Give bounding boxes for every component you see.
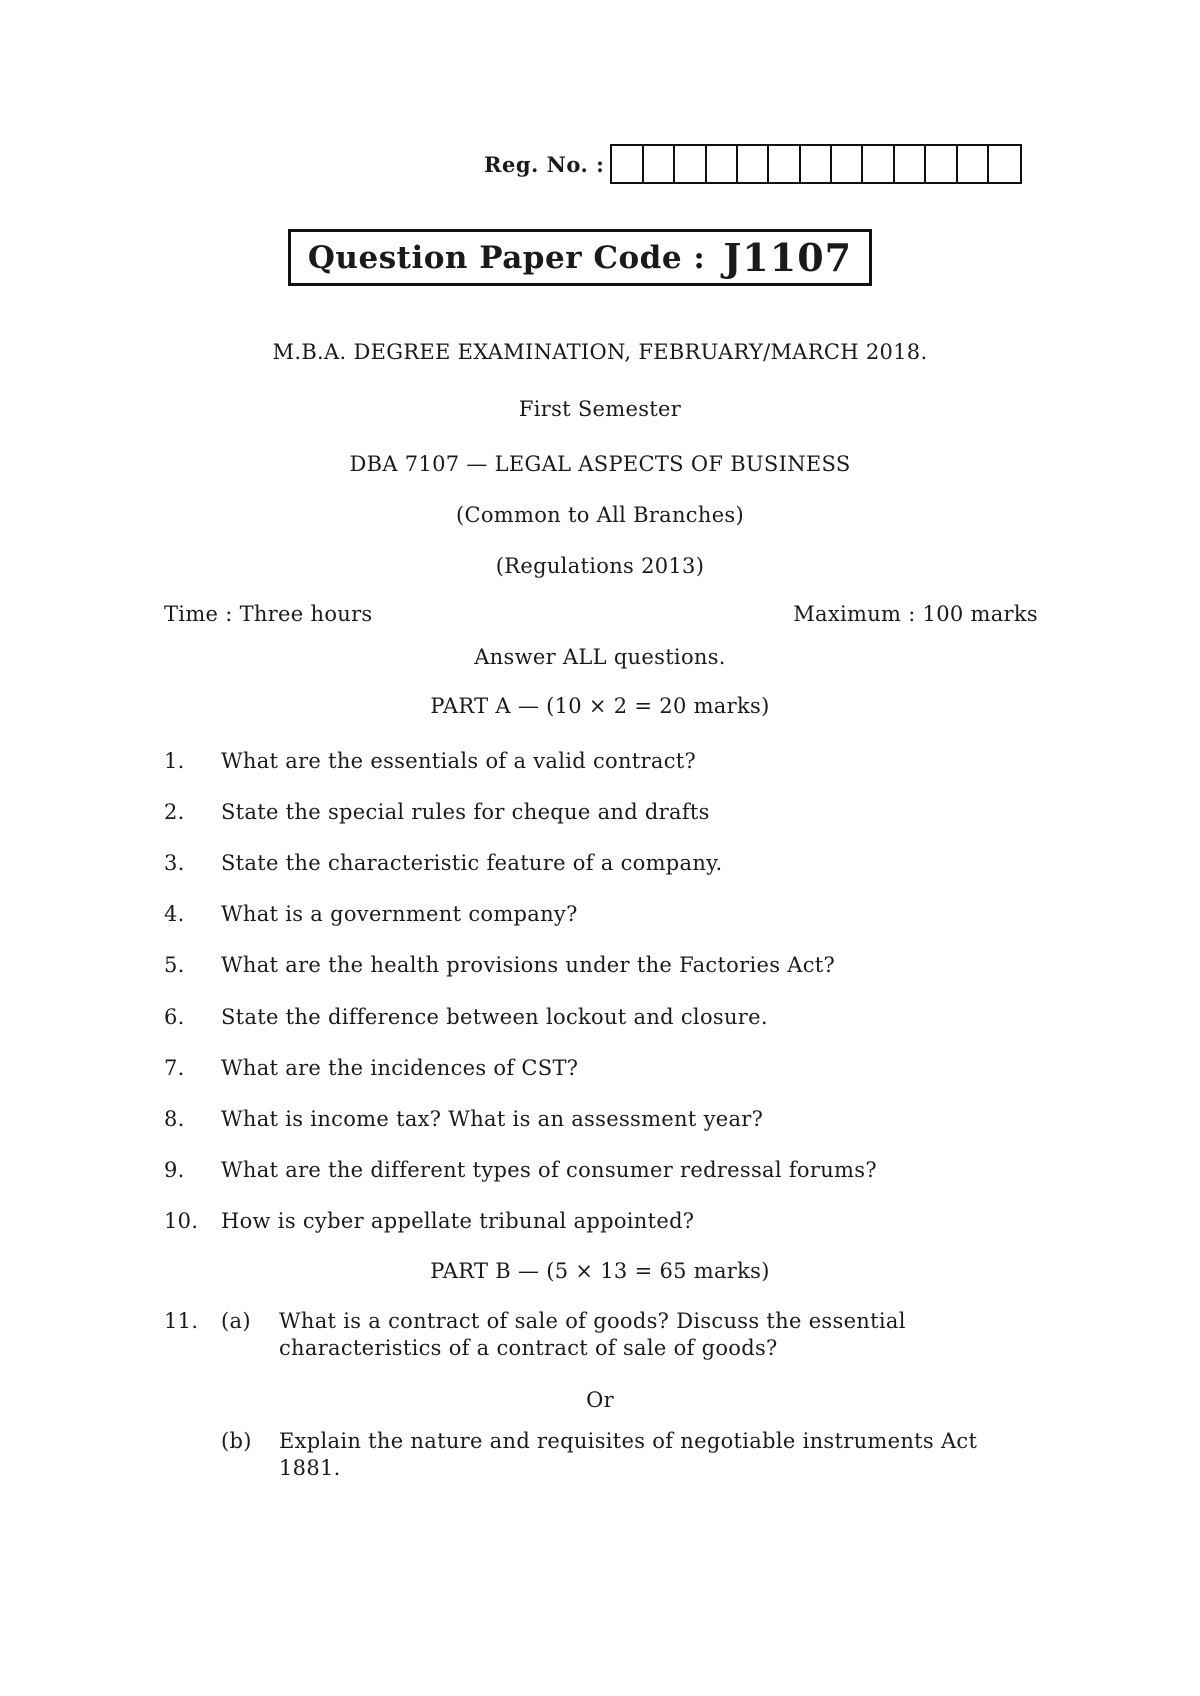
question-item	[164, 851, 1044, 875]
or-separator: Or	[586, 1388, 614, 1412]
reg-number-digit-box	[738, 146, 769, 182]
question-11-a	[164, 1308, 1039, 1362]
reg-number-digit-box	[707, 146, 738, 182]
question-number: 9.	[164, 1158, 185, 1182]
reg-number-label: Reg. No. :	[484, 151, 605, 177]
reg-number-digit-box	[612, 146, 643, 182]
exam-time: Time : Three hours	[164, 602, 373, 626]
reg-number-digit-box	[863, 146, 894, 182]
time-marks-row	[164, 602, 1038, 626]
exam-instruction: Answer ALL questions.	[474, 645, 726, 669]
reg-number-digit-box	[801, 146, 832, 182]
exam-max-marks: Maximum : 100 marks	[793, 602, 1038, 626]
reg-number-row	[484, 144, 1022, 184]
reg-number-digit-box	[958, 146, 989, 182]
question-number: 2.	[164, 800, 185, 824]
question-paper-code-label: Question Paper Code :	[307, 239, 706, 276]
reg-number-boxes	[610, 144, 1022, 184]
question-text: What are the incidences of CST?	[221, 1056, 579, 1080]
question-text: What are the different types of consumer redressal forums?	[221, 1158, 877, 1182]
question-number: 7.	[164, 1056, 185, 1080]
sub-question-label: (b)	[221, 1429, 252, 1453]
reg-number-digit-box	[675, 146, 706, 182]
question-text: State the special rules for cheque and drafts	[221, 800, 710, 824]
reg-number-digit-box	[926, 146, 957, 182]
question-item	[164, 1158, 1044, 1182]
question-number: 11.	[164, 1309, 199, 1333]
part-b-heading: PART B — (5 × 13 = 65 marks)	[430, 1259, 770, 1283]
exam-common: (Common to All Branches)	[455, 503, 744, 527]
question-number: 8.	[164, 1107, 185, 1131]
reg-number-digit-box	[989, 146, 1020, 182]
question-item	[164, 1005, 1044, 1029]
question-item	[164, 1107, 1044, 1131]
question-number: 3.	[164, 851, 185, 875]
part-a-heading: PART A — (10 × 2 = 20 marks)	[430, 694, 770, 718]
question-text: What are the health provisions under the Factories Act?	[221, 953, 836, 977]
question-number: 1.	[164, 749, 185, 773]
question-item	[164, 749, 1044, 773]
question-text: How is cyber appellate tribunal appointed?	[221, 1209, 695, 1233]
reg-number-digit-box	[895, 146, 926, 182]
question-number: 4.	[164, 902, 185, 926]
exam-title: M.B.A. DEGREE EXAMINATION, FEBRUARY/MARCH 2018.	[272, 340, 928, 364]
sub-question-text: Explain the nature and requisites of negotiable instruments Act 1881.	[279, 1429, 978, 1480]
question-text: What is income tax? What is an assessment year?	[221, 1107, 764, 1131]
question-item	[164, 953, 1044, 977]
exam-subject: DBA 7107 — LEGAL ASPECTS OF BUSINESS	[349, 452, 851, 476]
question-number: 10.	[164, 1209, 199, 1233]
sub-question-label: (a)	[221, 1309, 251, 1333]
question-number: 5.	[164, 953, 185, 977]
exam-semester: First Semester	[518, 397, 682, 421]
question-item	[164, 902, 1044, 926]
question-number: 6.	[164, 1005, 185, 1029]
question-paper-code-value: J1107	[723, 235, 853, 280]
question-text: What is a government company?	[221, 902, 578, 926]
question-11-b	[221, 1428, 1039, 1482]
question-text: State the difference between lockout and closure.	[221, 1005, 768, 1029]
reg-number-digit-box	[832, 146, 863, 182]
question-text: State the characteristic feature of a company.	[221, 851, 723, 875]
exam-regulations: (Regulations 2013)	[495, 554, 705, 578]
question-item	[164, 800, 1044, 824]
question-paper-code-box	[288, 229, 872, 286]
reg-number-digit-box	[769, 146, 800, 182]
question-item	[164, 1209, 1044, 1233]
sub-question-text: What is a contract of sale of goods? Discuss the essential characteristics of a contract of sale of goods?	[279, 1309, 906, 1360]
question-item	[164, 1056, 1044, 1080]
question-text: What are the essentials of a valid contract?	[221, 749, 697, 773]
reg-number-digit-box	[644, 146, 675, 182]
